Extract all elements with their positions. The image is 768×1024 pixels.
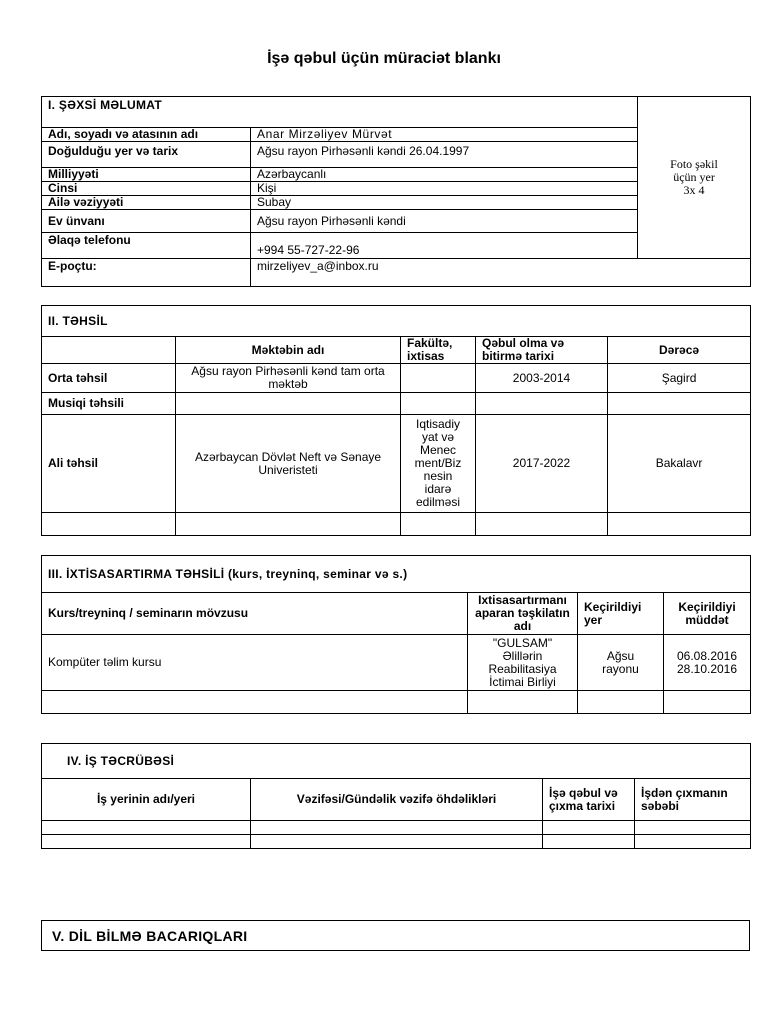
training-period-end: 28.10.2016 <box>676 661 738 676</box>
work-header-reason: İşdən çıxmanın səbəbi <box>635 779 751 821</box>
name-value: Anar Mirzəliyev Mürvət <box>251 128 638 142</box>
edu-header-degree: Dərəcə <box>608 337 751 364</box>
table-row <box>42 513 751 536</box>
work-header-dates: İşə qəbul və çıxma tarixi <box>543 779 635 821</box>
edu-type: Orta təhsil <box>42 364 176 393</box>
edu-school <box>176 393 401 415</box>
address-value: Ağsu rayon Pirhəsənli kəndi <box>251 210 638 233</box>
work-header-place: İş yerinin adı/yeri <box>42 779 251 821</box>
edu-dates <box>476 393 608 415</box>
edu-type: Ali təhsil <box>42 415 176 513</box>
photo-placeholder: Foto şəkil üçün yer 3x 4 <box>638 97 751 259</box>
table-row <box>42 415 751 513</box>
training-period-start: 06.08.2016 <box>676 648 738 663</box>
section-3-title: III. İXTİSASARTIRMA TƏHSİLİ (kurs, treyninq, seminar və s.) <box>42 556 751 593</box>
edu-school: Azərbaycan Dövlət Neft və Sənaye Univeristeti <box>176 415 401 513</box>
edu-type: Musiqi təhsili <box>42 393 176 415</box>
edu-dates: 2003-2014 <box>476 364 608 393</box>
section-4-title: IV. İŞ TƏCRÜBƏSİ <box>42 744 751 779</box>
address-label: Ev ünvanı <box>42 210 251 233</box>
table-row <box>42 393 751 415</box>
email-label: E-poçtu: <box>42 259 251 287</box>
edu-header-empty <box>42 337 176 364</box>
training-header-topic: Kurs/treyninq / seminarın mövzusu <box>42 593 468 635</box>
training-table <box>41 555 751 714</box>
training-header-org: Ixtisasartırmanı aparan təşkilatın adı <box>468 593 578 635</box>
gender-label: Cinsi <box>42 182 251 196</box>
training-place: Ağsu rayonu <box>578 635 664 691</box>
edu-faculty <box>401 393 476 415</box>
edu-degree: Şagird <box>608 364 751 393</box>
training-header-place: Keçirildiyi yer <box>578 593 664 635</box>
edu-dates: 2017-2022 <box>476 415 608 513</box>
edu-degree <box>608 393 751 415</box>
phone-value: +994 55-727-22-96 <box>251 233 638 259</box>
form-title: İşə qəbul üçün müraciət blankı <box>267 50 501 67</box>
table-row <box>42 364 751 393</box>
marital-label: Ailə vəziyyəti <box>42 196 251 210</box>
birth-label: Doğulduğu yer və tarix <box>42 142 251 168</box>
section-2-title: II. TƏHSİL <box>42 306 751 337</box>
training-header-period: Keçirildiyi müddət <box>664 593 751 635</box>
training-period <box>664 635 751 691</box>
phone-label: Əlaqə telefonu <box>42 233 251 259</box>
birth-value: Ağsu rayon Pirhəsənli kəndi 26.04.1997 <box>251 142 638 168</box>
nationality-label: Milliyyəti <box>42 168 251 182</box>
edu-school: Ağsu rayon Pirhəsənli kənd tam orta məktəb <box>176 364 401 393</box>
personal-info-table <box>41 96 751 287</box>
table-row <box>42 635 751 691</box>
nationality-value: Azərbaycanlı <box>251 168 638 182</box>
training-topic: Kompüter təlim kursu <box>42 635 468 691</box>
edu-header-school: Məktəbin adı <box>176 337 401 364</box>
email-value: mirzeliyev_a@inbox.ru <box>251 259 751 287</box>
edu-faculty <box>401 364 476 393</box>
work-experience-table <box>41 743 751 849</box>
training-org: "GULSAM" Əlillərin Reabilitasiya İctimai Birliyi <box>468 635 578 691</box>
gender-value: Kişi <box>251 182 638 196</box>
name-label: Adı, soyadı və atasının adı <box>42 128 251 142</box>
table-row <box>42 835 751 849</box>
edu-header-faculty: Fakültə, ixtisas <box>401 337 476 364</box>
edu-faculty: Iqtisadiy yat və Menec ment/Biz nesin idarə edilməsi <box>401 415 476 513</box>
education-table <box>41 305 751 536</box>
section-1-title: I. ŞƏXSİ MƏLUMAT <box>42 97 638 128</box>
marital-value: Subay <box>251 196 638 210</box>
edu-degree: Bakalavr <box>608 415 751 513</box>
table-row <box>42 821 751 835</box>
edu-header-dates: Qəbul olma və bitirmə tarixi <box>476 337 608 364</box>
work-header-duties: Vəzifəsi/Gündəlik vəzifə öhdəlikləri <box>251 779 543 821</box>
section-5-title: V. DİL BİLMƏ BACARIQLARI <box>41 920 750 951</box>
table-row <box>42 691 751 714</box>
